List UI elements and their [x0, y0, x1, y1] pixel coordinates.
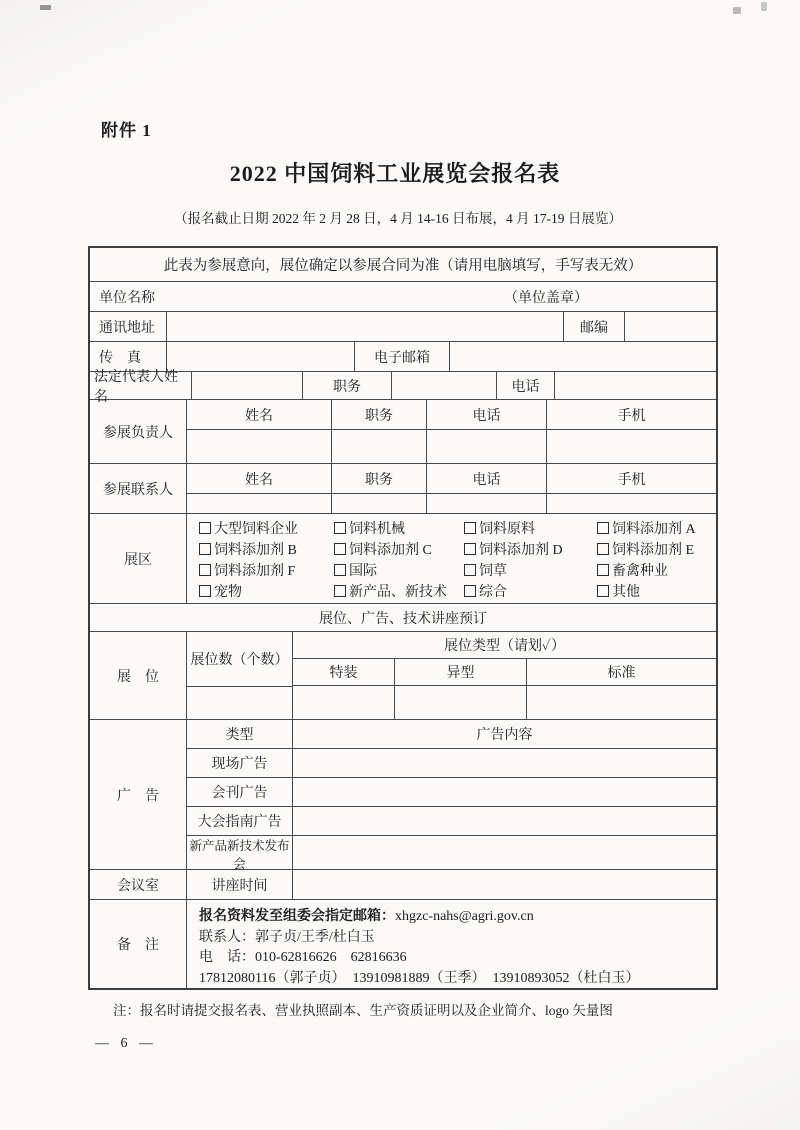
checkbox-icon: [334, 543, 346, 555]
booking-header-row: [90, 604, 716, 632]
col-header-mobile: 手机: [617, 408, 646, 424]
checkbox-icon: [334, 522, 346, 534]
lead-title-input: [332, 430, 427, 463]
exhibit-contact-label: 参展联系人: [90, 464, 187, 513]
checkbox-icon: [199, 543, 211, 555]
checkbox-icon: [597, 585, 609, 597]
col-header-title: 职务: [332, 400, 427, 429]
zones-section: [90, 514, 716, 604]
checkbox-icon: [464, 543, 476, 555]
page-title: 2022 中国饲料工业展览会报名表: [229, 161, 561, 186]
checkbox-icon: [199, 585, 211, 597]
remarks-line-email: [199, 907, 706, 928]
zone-option: [597, 581, 714, 601]
checkbox-icon: [464, 564, 476, 576]
zone-option: [464, 560, 597, 580]
meeting-room-label: 会议室: [90, 870, 187, 899]
zone-option: [597, 560, 714, 580]
exhibit-lead-section: [90, 400, 716, 464]
zone-option-label: 饲料机械: [349, 522, 405, 537]
zone-option: [597, 518, 714, 538]
scan-artifact: [733, 7, 741, 14]
checkbox-icon: [334, 564, 346, 576]
ads-row: [187, 749, 716, 778]
fax-input: [167, 342, 355, 371]
ads-label: 广 告: [90, 720, 187, 869]
remarks-label: 备 注: [90, 900, 187, 988]
remarks-line-mobiles: 17812080116（郭子贞） 13910981889（王季） 13910893052（杜白玉）: [199, 970, 640, 986]
zone-option-label: 饲草: [479, 564, 507, 579]
meeting-room-row: [90, 870, 716, 900]
booth-irregular-input: [395, 686, 527, 719]
scan-artifact: [40, 5, 51, 10]
legal-rep-title-label: 职务: [303, 372, 392, 399]
col-header-phone: 电话: [427, 400, 547, 429]
email-input: [450, 342, 716, 371]
remarks-line-contacts: 联系人：郭子贞/王季/杜白玉: [199, 929, 375, 945]
col-header-phone: 电话: [427, 464, 547, 493]
ads-type-journal: 会刊广告: [187, 778, 293, 806]
booth-type-special: 特装: [293, 659, 395, 685]
remarks-email-value: xhgzc-nahs@agri.gov.cn: [395, 909, 534, 924]
zone-option-label: 综合: [479, 585, 507, 600]
booth-count-label: 展位数（个数）: [187, 632, 292, 687]
ads-row: [187, 836, 716, 872]
page-subtitle: （报名截止日期 2022 年 2 月 28 日，4 月 14-16 日布展，4 月 17-19 日展览）: [174, 211, 622, 226]
remarks-content: [187, 900, 716, 988]
remarks-email-label: 报名资料发至组委会指定邮箱：: [199, 909, 395, 924]
checkbox-icon: [464, 585, 476, 597]
booth-standard-input: [527, 686, 716, 719]
booking-header-text: 展位、广告、技术讲座预订: [319, 611, 487, 627]
booth-type-header: 展位类型（请划✓）: [293, 632, 716, 659]
address-input: [167, 312, 564, 341]
checkbox-icon: [334, 585, 346, 597]
submission-footnote: 注：报名时请提交报名表、营业执照副本、生产资质证明以及企业简介、logo 矢量图: [113, 1003, 613, 1018]
col-header-title: 职务: [332, 464, 427, 493]
zone-option-label: 饲料添加剂 D: [479, 543, 563, 558]
exhibit-contact-header-row: [187, 464, 716, 494]
email-label: 电子邮箱: [355, 342, 450, 371]
lecture-time-input: [293, 870, 716, 899]
zone-option: [464, 581, 597, 601]
remarks-line-phones: 电 话：010-62816626 62816636: [199, 950, 407, 965]
ads-onsite-input: [293, 749, 716, 777]
ads-content-col-label: 广告内容: [476, 728, 533, 743]
zone-option-label: 畜禽种业: [612, 564, 668, 579]
ads-type-launch: 新产品新技术发布会: [187, 836, 293, 872]
zone-option-label: 饲料添加剂 E: [612, 543, 695, 558]
zone-option: [199, 518, 334, 538]
zone-option: [334, 581, 464, 601]
booth-type-input-row: [293, 686, 716, 719]
ads-row: [187, 778, 716, 807]
postcode-label: 邮编: [564, 312, 625, 341]
ads-journal-input: [293, 778, 716, 806]
booth-type-irregular: 异型: [395, 659, 527, 685]
zone-option: [597, 539, 714, 559]
legal-rep-name-input: [192, 372, 303, 399]
zone-option-label: 其他: [612, 585, 640, 600]
zones-options: [187, 514, 716, 603]
address-label: 通讯地址: [90, 312, 167, 341]
ads-type-col-label: 类型: [187, 720, 293, 748]
legal-rep-phone-input: [555, 372, 716, 399]
intro-row: [90, 248, 716, 282]
ads-guide-input: [293, 807, 716, 835]
checkbox-icon: [597, 543, 609, 555]
ads-section: [90, 720, 716, 870]
legal-rep-row: [90, 369, 716, 405]
unit-stamp-label: （单位盖章）: [504, 290, 588, 306]
intro-text: 此表为参展意向，展位确定以参展合同为准（请用电脑填写，手写表无效）: [163, 258, 643, 274]
ads-launch-input: [293, 836, 716, 872]
unit-name-row: [90, 282, 716, 312]
zone-option-label: 大型饲料企业: [214, 522, 298, 537]
lead-name-input: [187, 430, 332, 463]
page-number: — 6 —: [95, 1036, 157, 1051]
exhibit-lead-input-row: [187, 430, 716, 463]
zone-option: [464, 518, 597, 538]
zone-option: [199, 539, 334, 559]
contact-mobile-input: [547, 494, 716, 513]
col-header-name: 姓名: [187, 464, 332, 493]
checkbox-icon: [199, 564, 211, 576]
attachment-label: 附件 1: [101, 121, 152, 140]
booth-type-standard: 标准: [607, 666, 636, 681]
zones-label: 展区: [90, 514, 187, 603]
col-header-name: 姓名: [187, 400, 332, 429]
fax-label: 传 真: [90, 342, 167, 371]
postcode-input: [625, 312, 716, 341]
contact-name-input: [187, 494, 332, 513]
legal-rep-label: 法定代表人姓名: [90, 372, 192, 399]
scan-artifact: [761, 2, 767, 11]
checkbox-icon: [464, 522, 476, 534]
exhibit-lead-label: 参展负责人: [90, 400, 187, 463]
zone-option: [199, 560, 334, 580]
ads-header-row: [187, 720, 716, 749]
zone-option: [334, 518, 464, 538]
exhibit-contact-section: [90, 464, 716, 514]
ads-type-guide: 大会指南广告: [187, 807, 293, 835]
exhibit-contact-input-row: [187, 494, 716, 513]
unit-name-label: 单位名称: [99, 290, 155, 306]
remarks-section: [90, 900, 716, 988]
booth-count-input: [187, 687, 292, 719]
legal-rep-phone-label: 电话: [497, 372, 555, 399]
col-header-mobile: 手机: [617, 472, 646, 488]
registration-form-table: [88, 246, 718, 990]
zone-option: [334, 560, 464, 580]
zone-option: [334, 539, 464, 559]
checkbox-icon: [597, 564, 609, 576]
checkbox-icon: [597, 522, 609, 534]
zone-option-label: 新产品、新技术: [349, 585, 447, 600]
address-row: [90, 312, 716, 342]
zone-option-label: 饲料原料: [479, 522, 535, 537]
zone-option-label: 饲料添加剂 A: [612, 522, 696, 537]
zone-option-label: 宠物: [214, 585, 242, 600]
zone-option: [199, 581, 334, 601]
lead-phone-input: [427, 430, 547, 463]
booth-section: [90, 632, 716, 720]
zone-option: [464, 539, 597, 559]
zone-option-label: 饲料添加剂 C: [349, 543, 432, 558]
checkbox-icon: [199, 522, 211, 534]
legal-rep-title-input: [392, 372, 497, 399]
booth-type-row: [293, 659, 716, 686]
contact-title-input: [332, 494, 427, 513]
ads-type-onsite: 现场广告: [187, 749, 293, 777]
ads-row: [187, 807, 716, 836]
exhibit-lead-header-row: [187, 400, 716, 430]
contact-phone-input: [427, 494, 547, 513]
lead-mobile-input: [547, 430, 716, 463]
booth-special-input: [293, 686, 395, 719]
zone-option-label: 饲料添加剂 B: [214, 543, 297, 558]
lecture-time-label: 讲座时间: [187, 870, 293, 899]
booth-label: 展 位: [90, 632, 187, 719]
zone-option-label: 国际: [349, 564, 377, 579]
zone-option-label: 饲料添加剂 F: [214, 564, 296, 579]
